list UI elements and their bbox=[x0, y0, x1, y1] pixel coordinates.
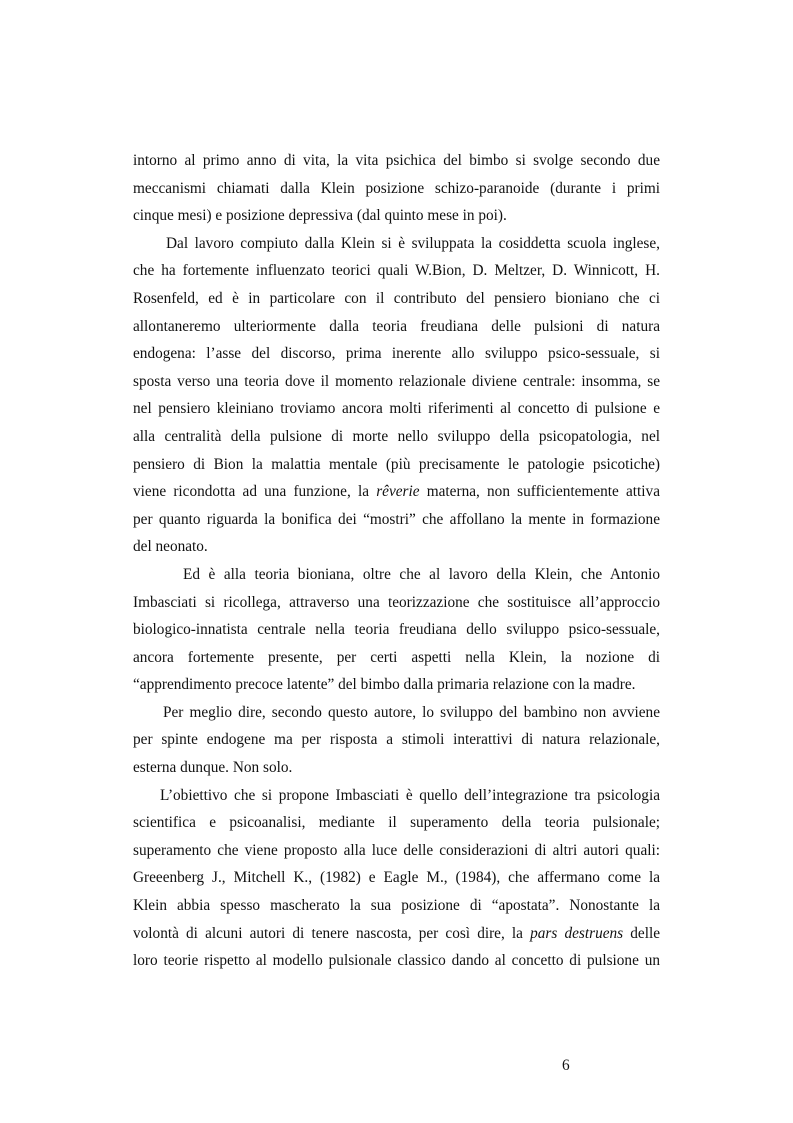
text-line: Rosenfeld, ed è in particolare con il contributo del pensiero bioniano che ci bbox=[133, 289, 660, 307]
text-run: materna, non sufficientemente attiva bbox=[419, 483, 660, 501]
text-run: volontà di alcuni autori di tenere nascosta, per così dire, la bbox=[133, 924, 531, 942]
text-line: Dal lavoro compiuto dalla Klein si è sviluppata la cosiddetta scuola inglese, bbox=[166, 234, 660, 252]
text-line: cinque mesi) e posizione depressiva (dal quinto mese in poi). bbox=[133, 207, 507, 225]
text-line: allontaneremo ulteriormente dalla teoria freudiana delle pulsioni di natura bbox=[133, 317, 660, 335]
text-line: intorno al primo anno di vita, la vita psichica del bimbo si svolge secondo due bbox=[133, 152, 660, 169]
text-line: Per meglio dire, secondo questo autore, lo sviluppo del bambino non avviene bbox=[163, 703, 660, 721]
text-line bbox=[133, 920, 660, 948]
text-run: viene ricondotta ad una funzione, la bbox=[133, 483, 377, 501]
text-line: che ha fortemente influenzato teorici quali W.Bion, D. Meltzer, D. Winnicott, H. bbox=[133, 262, 660, 280]
text-line: loro teorie rispetto al modello pulsionale classico dando al concetto di pulsione un bbox=[133, 952, 660, 970]
text-line: endogena: l’asse del discorso, prima inerente allo sviluppo psico-sessuale, si bbox=[133, 345, 660, 363]
text-line: ancora fortemente presente, per certi aspetti nella Klein, la nozione di bbox=[133, 648, 660, 666]
text-line: sposta verso una teoria dove il momento relazionale diviene centrale: insomma, se bbox=[133, 372, 660, 390]
text-line: scientifica e psicoanalisi, mediante il superamento della teoria pulsionale; bbox=[133, 814, 660, 832]
text-line: biologico-innatista centrale nella teoria freudiana dello sviluppo psico-sessuale, bbox=[133, 621, 660, 639]
text-line: superamento che viene proposto alla luce delle considerazioni di altri autori quali: bbox=[133, 841, 660, 859]
text-line: “apprendimento precoce latente” del bimbo dalla primaria relazione con la madre. bbox=[133, 676, 636, 694]
body-text bbox=[133, 147, 660, 975]
text-line: per quanto riguarda la bonifica dei “mostri” che affollano la mente in formazione bbox=[133, 510, 660, 528]
italic-term: pars destruens bbox=[530, 924, 624, 942]
text-line: meccanismi chiamati dalla Klein posizione schizo-paranoide (durante i primi bbox=[133, 179, 660, 197]
text-run: delle bbox=[623, 924, 660, 942]
text-line: per spinte endogene ma per risposta a stimoli interattivi di natura relazionale, bbox=[133, 731, 660, 749]
text-line: del neonato. bbox=[133, 538, 208, 556]
text-line: Greeenberg J., Mitchell K., (1982) e Eagle M., (1984), che affermano come la bbox=[133, 869, 660, 887]
text-line: L’obiettivo che si propone Imbasciati è quello dell’integrazione tra psicologia bbox=[160, 786, 660, 804]
text-line: esterna dunque. Non solo. bbox=[133, 759, 293, 777]
page-number: 6 bbox=[562, 1057, 570, 1074]
text-line: nel pensiero kleiniano troviamo ancora molti riferimenti al concetto di pulsione e bbox=[133, 400, 660, 418]
text-line: Klein abbia spesso mascherato la sua posizione di “apostata”. Nonostante la bbox=[133, 897, 660, 915]
text-line: Ed è alla teoria bioniana, oltre che al lavoro della Klein, che Antonio bbox=[183, 565, 660, 583]
text-line bbox=[133, 478, 660, 506]
text-line: Imbasciati si ricollega, attraverso una teorizzazione che sostituisce all’approccio bbox=[133, 593, 660, 611]
italic-term: rêverie bbox=[376, 483, 420, 501]
text-line: pensiero di Bion la malattia mentale (più precisamente le patologie psicotiche) bbox=[133, 455, 660, 473]
text-line: alla centralità della pulsione di morte nello sviluppo della psicopatologia, nel bbox=[133, 427, 660, 445]
